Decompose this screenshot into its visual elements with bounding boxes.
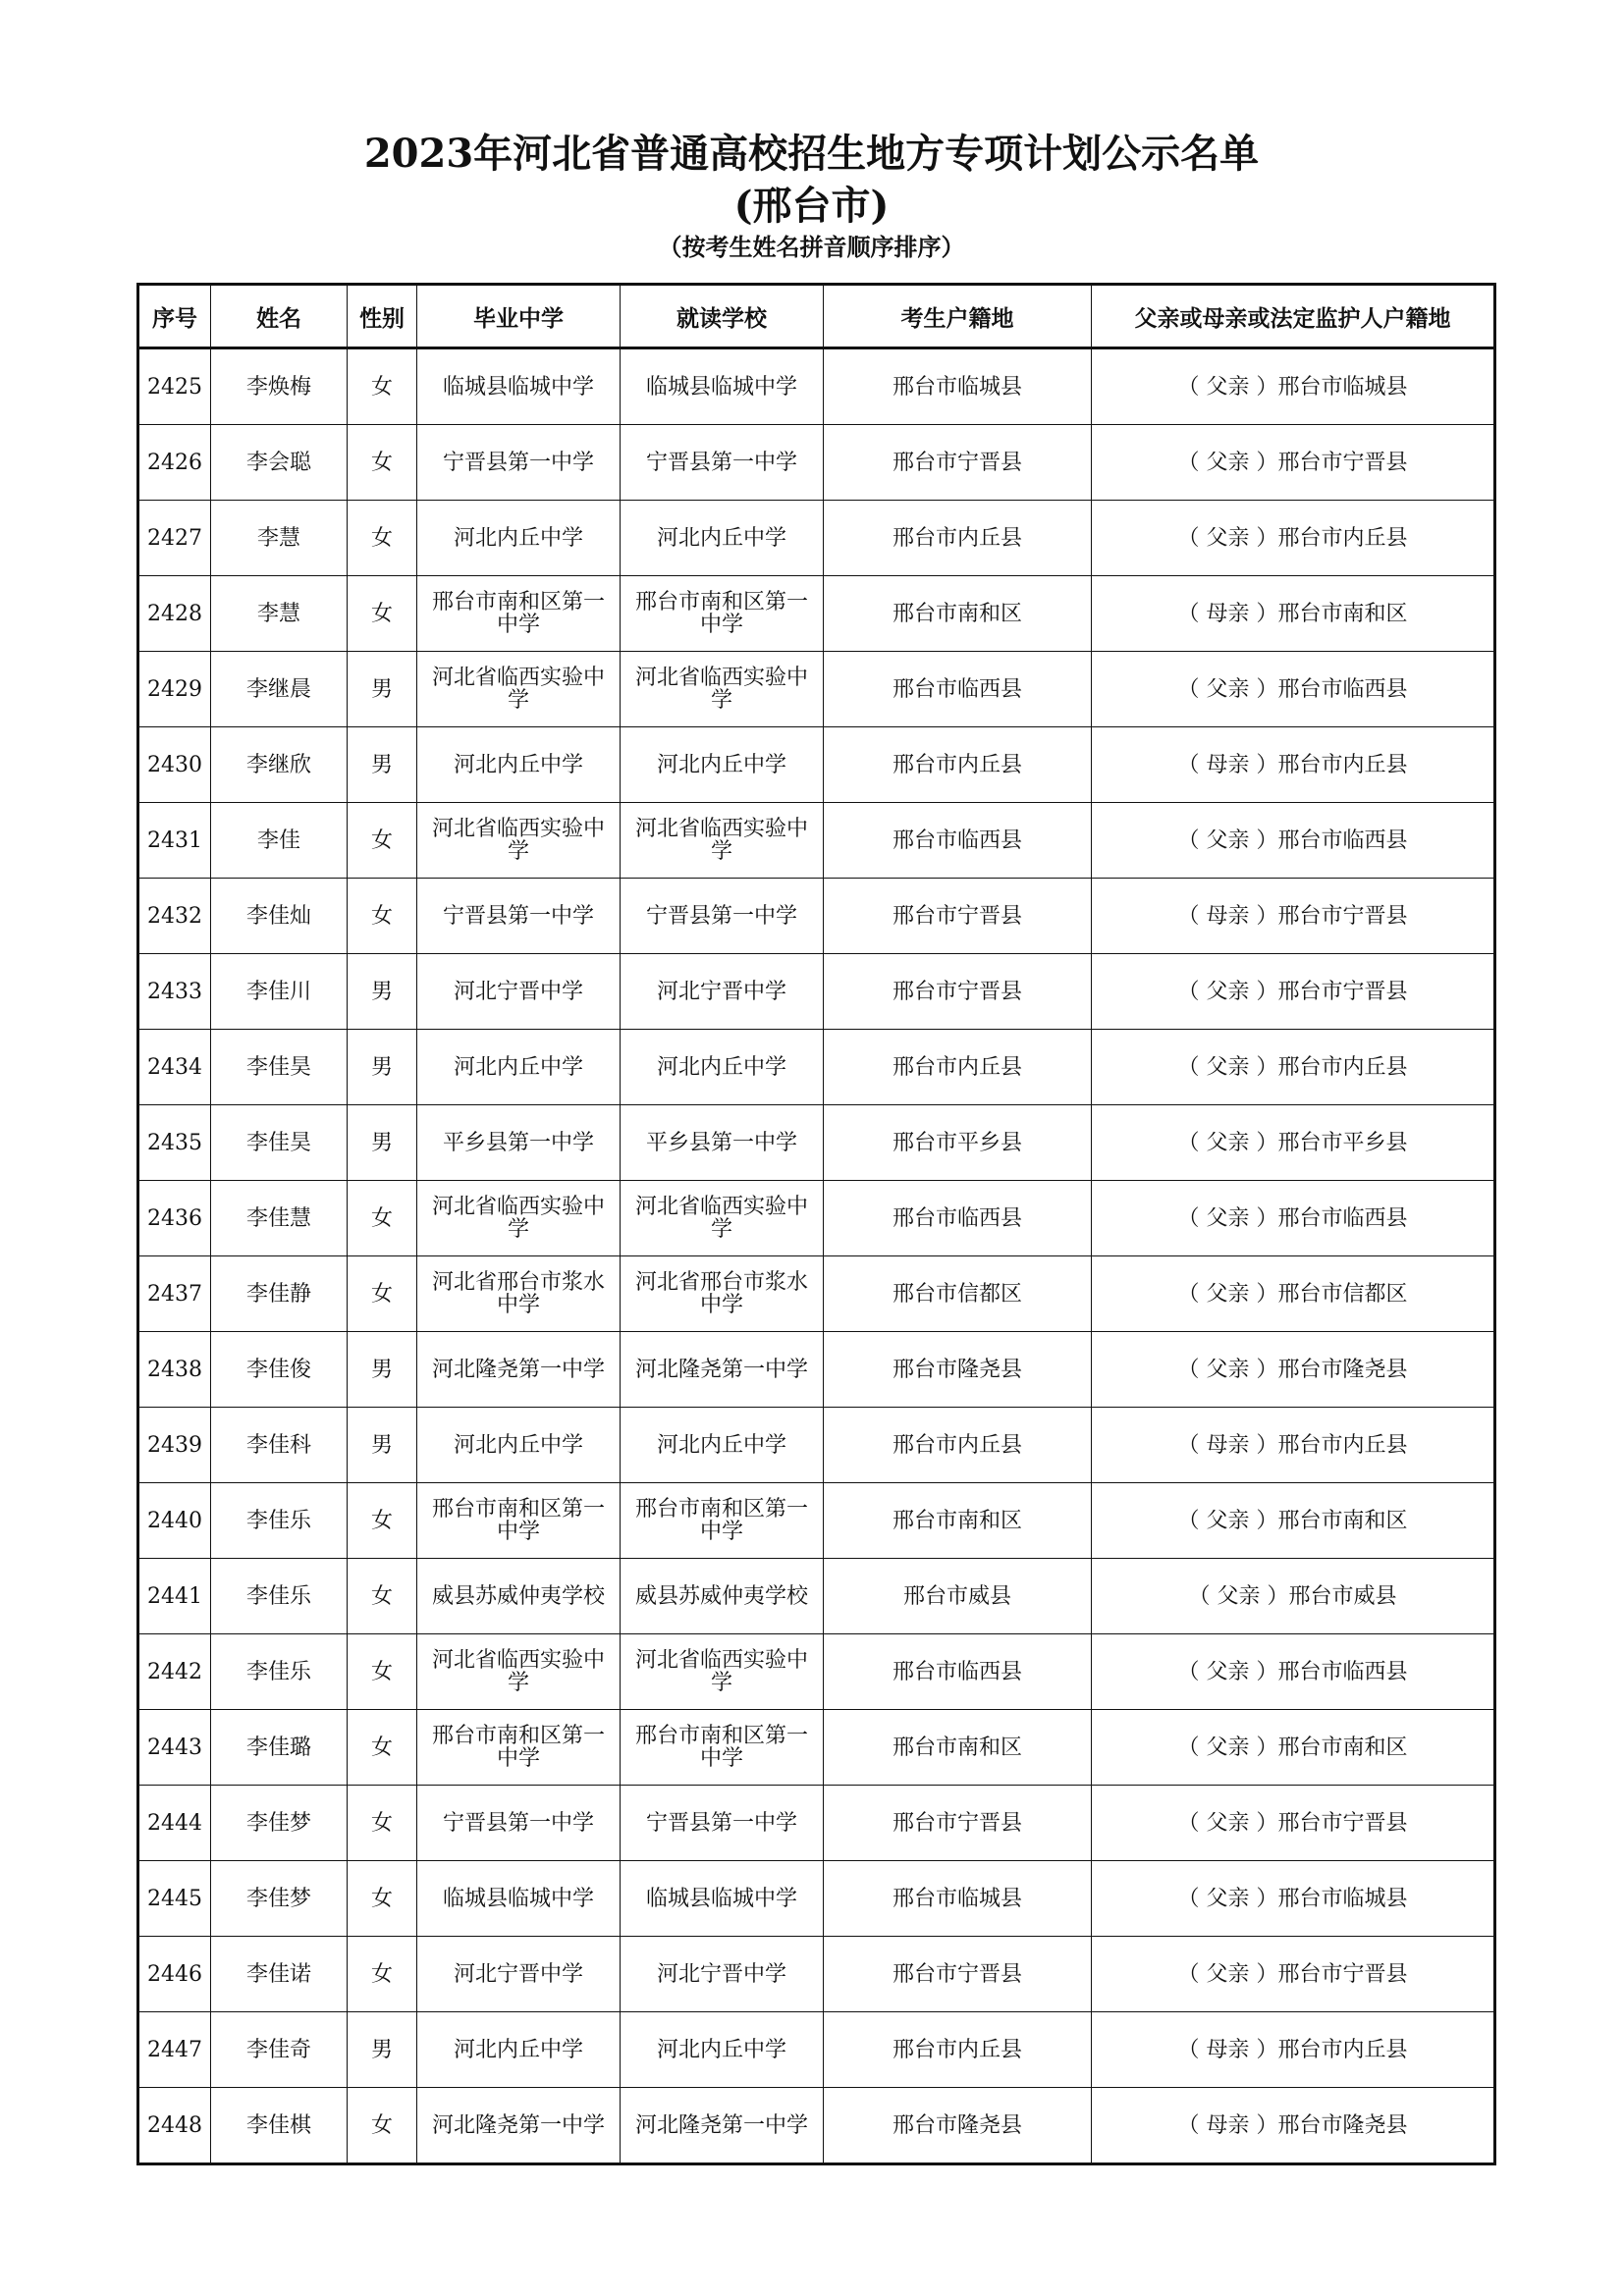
cell-name: 李佳俊 bbox=[211, 1332, 348, 1408]
cell-seq: 2443 bbox=[138, 1710, 211, 1786]
cell-guardian-registration: （ 父亲 ）邢台市隆尧县 bbox=[1092, 1332, 1495, 1408]
cell-name: 李慧 bbox=[211, 576, 348, 652]
cell-guardian-registration: （ 父亲 ）邢台市临西县 bbox=[1092, 803, 1495, 879]
cell-household-registration: 邢台市内丘县 bbox=[824, 2012, 1092, 2088]
school-name-text: 河北省临西实验中学 bbox=[431, 817, 605, 864]
cell-seq: 2427 bbox=[138, 501, 211, 576]
cell-household-registration: 邢台市临西县 bbox=[824, 652, 1092, 727]
cell-gender: 女 bbox=[348, 1710, 417, 1786]
school-name-text: 河北省邢台市浆水中学 bbox=[634, 1270, 808, 1317]
cell-name: 李佳棋 bbox=[211, 2088, 348, 2164]
cell-household-registration: 邢台市临西县 bbox=[824, 803, 1092, 879]
cell-graduation-school bbox=[417, 501, 621, 576]
cell-seq: 2433 bbox=[138, 954, 211, 1030]
cell-household-registration: 邢台市内丘县 bbox=[824, 1408, 1092, 1483]
school-name-text: 河北内丘中学 bbox=[656, 1432, 786, 1458]
table-row bbox=[138, 652, 1495, 727]
cell-gender: 女 bbox=[348, 1786, 417, 1861]
cell-seq: 2438 bbox=[138, 1332, 211, 1408]
school-name-text: 邢台市南和区第一中学 bbox=[431, 1724, 605, 1771]
cell-household-registration: 邢台市宁晋县 bbox=[824, 1786, 1092, 1861]
table-row bbox=[138, 727, 1495, 803]
cell-current-school bbox=[621, 1710, 824, 1786]
cell-name: 李佳奇 bbox=[211, 2012, 348, 2088]
cell-gender: 男 bbox=[348, 1332, 417, 1408]
cell-current-school bbox=[621, 1408, 824, 1483]
cell-graduation-school bbox=[417, 727, 621, 803]
document-title: 2023年河北省普通高校招生地方专项计划公示名单 bbox=[363, 131, 1260, 177]
cell-seq: 2437 bbox=[138, 1256, 211, 1332]
table-row bbox=[138, 1937, 1495, 2012]
cell-current-school bbox=[621, 1256, 824, 1332]
table-row bbox=[138, 954, 1495, 1030]
cell-seq: 2441 bbox=[138, 1559, 211, 1634]
table-row bbox=[138, 1256, 1495, 1332]
cell-current-school bbox=[621, 576, 824, 652]
cell-household-registration: 邢台市平乡县 bbox=[824, 1105, 1092, 1181]
cell-name: 李佳梦 bbox=[211, 1786, 348, 1861]
cell-gender: 女 bbox=[348, 425, 417, 501]
cell-current-school bbox=[621, 1937, 824, 2012]
cell-guardian-registration: （ 父亲 ）邢台市宁晋县 bbox=[1092, 1786, 1495, 1861]
table-row bbox=[138, 1634, 1495, 1710]
table-row bbox=[138, 1710, 1495, 1786]
cell-name: 李继晨 bbox=[211, 652, 348, 727]
school-name-text: 河北内丘中学 bbox=[656, 2037, 786, 2062]
cell-graduation-school bbox=[417, 1710, 621, 1786]
cell-graduation-school bbox=[417, 1030, 621, 1105]
cell-name: 李佳昊 bbox=[211, 1030, 348, 1105]
header-row bbox=[138, 285, 1495, 348]
cell-seq: 2426 bbox=[138, 425, 211, 501]
school-name-text: 邢台市南和区第一中学 bbox=[431, 1497, 605, 1544]
school-name-text: 临城县临城中学 bbox=[645, 1886, 797, 1911]
school-name-text: 平乡县第一中学 bbox=[442, 1130, 594, 1155]
cell-current-school bbox=[621, 1105, 824, 1181]
school-name-text: 河北内丘中学 bbox=[656, 1054, 786, 1080]
school-name-text: 河北省临西实验中学 bbox=[634, 666, 808, 713]
cell-current-school bbox=[621, 879, 824, 954]
cell-seq: 2444 bbox=[138, 1786, 211, 1861]
table-row bbox=[138, 803, 1495, 879]
table-row bbox=[138, 501, 1495, 576]
cell-name: 李佳静 bbox=[211, 1256, 348, 1332]
cell-gender: 女 bbox=[348, 1256, 417, 1332]
cell-graduation-school bbox=[417, 1937, 621, 2012]
cell-current-school bbox=[621, 1181, 824, 1256]
school-name-text: 临城县临城中学 bbox=[442, 374, 594, 400]
table-row bbox=[138, 1559, 1495, 1634]
school-name-text: 河北宁晋中学 bbox=[453, 979, 583, 1004]
cell-seq: 2445 bbox=[138, 1861, 211, 1937]
cell-guardian-registration: （ 母亲 ）邢台市内丘县 bbox=[1092, 2012, 1495, 2088]
cell-graduation-school bbox=[417, 1786, 621, 1861]
cell-gender: 女 bbox=[348, 1181, 417, 1256]
school-name-text: 平乡县第一中学 bbox=[645, 1130, 797, 1155]
cell-seq: 2435 bbox=[138, 1105, 211, 1181]
cell-graduation-school bbox=[417, 652, 621, 727]
school-name-text: 河北省临西实验中学 bbox=[634, 817, 808, 864]
school-name-text: 邢台市南和区第一中学 bbox=[431, 590, 605, 637]
cell-gender: 女 bbox=[348, 576, 417, 652]
cell-seq: 2446 bbox=[138, 1937, 211, 2012]
cell-current-school bbox=[621, 1861, 824, 1937]
cell-graduation-school bbox=[417, 348, 621, 425]
cell-graduation-school bbox=[417, 1634, 621, 1710]
school-name-text: 河北内丘中学 bbox=[453, 2037, 583, 2062]
cell-household-registration: 邢台市南和区 bbox=[824, 1483, 1092, 1559]
school-name-text: 威县苏威仲夷学校 bbox=[431, 1583, 605, 1609]
cell-guardian-registration: （ 父亲 ）邢台市临城县 bbox=[1092, 348, 1495, 425]
school-name-text: 河北省邢台市浆水中学 bbox=[431, 1270, 605, 1317]
cell-current-school bbox=[621, 2012, 824, 2088]
cell-graduation-school bbox=[417, 803, 621, 879]
admission-roster-table bbox=[136, 283, 1496, 2165]
cell-seq: 2429 bbox=[138, 652, 211, 727]
cell-gender: 女 bbox=[348, 501, 417, 576]
cell-graduation-school bbox=[417, 1105, 621, 1181]
cell-guardian-registration: （ 父亲 ）邢台市内丘县 bbox=[1092, 1030, 1495, 1105]
table-row bbox=[138, 1105, 1495, 1181]
school-name-text: 河北隆尧第一中学 bbox=[634, 2112, 808, 2138]
cell-name: 李佳灿 bbox=[211, 879, 348, 954]
cell-gender: 男 bbox=[348, 1408, 417, 1483]
document-city: (邢台市) bbox=[733, 183, 890, 229]
cell-household-registration: 邢台市隆尧县 bbox=[824, 1332, 1092, 1408]
school-name-text: 临城县临城中学 bbox=[645, 374, 797, 400]
table-row bbox=[138, 576, 1495, 652]
cell-gender: 女 bbox=[348, 2088, 417, 2164]
cell-graduation-school bbox=[417, 1861, 621, 1937]
school-name-text: 临城县临城中学 bbox=[442, 1886, 594, 1911]
cell-guardian-registration: （ 父亲 ）邢台市临西县 bbox=[1092, 1181, 1495, 1256]
cell-graduation-school bbox=[417, 1332, 621, 1408]
school-name-text: 河北省临西实验中学 bbox=[634, 1648, 808, 1695]
cell-guardian-registration: （ 父亲 ）邢台市南和区 bbox=[1092, 1483, 1495, 1559]
cell-name: 李佳乐 bbox=[211, 1634, 348, 1710]
cell-guardian-registration: （ 父亲 ）邢台市宁晋县 bbox=[1092, 1937, 1495, 2012]
table-row bbox=[138, 2088, 1495, 2164]
cell-gender: 男 bbox=[348, 727, 417, 803]
cell-gender: 男 bbox=[348, 652, 417, 727]
school-name-text: 河北宁晋中学 bbox=[656, 1961, 786, 1987]
header-household-registration: 考生户籍地 bbox=[824, 285, 1092, 348]
school-name-text: 河北内丘中学 bbox=[453, 1432, 583, 1458]
header-graduation-school: 毕业中学 bbox=[417, 285, 621, 348]
cell-household-registration: 邢台市宁晋县 bbox=[824, 425, 1092, 501]
cell-household-registration: 邢台市南和区 bbox=[824, 576, 1092, 652]
cell-guardian-registration: （ 父亲 ）邢台市临城县 bbox=[1092, 1861, 1495, 1937]
cell-guardian-registration: （ 父亲 ）邢台市宁晋县 bbox=[1092, 954, 1495, 1030]
cell-gender: 女 bbox=[348, 1634, 417, 1710]
cell-graduation-school bbox=[417, 1408, 621, 1483]
cell-seq: 2425 bbox=[138, 348, 211, 425]
cell-seq: 2436 bbox=[138, 1181, 211, 1256]
cell-current-school bbox=[621, 2088, 824, 2164]
school-name-text: 河北内丘中学 bbox=[656, 525, 786, 551]
cell-current-school bbox=[621, 1786, 824, 1861]
cell-seq: 2430 bbox=[138, 727, 211, 803]
cell-current-school bbox=[621, 727, 824, 803]
cell-name: 李佳诺 bbox=[211, 1937, 348, 2012]
cell-guardian-registration: （ 父亲 ）邢台市信都区 bbox=[1092, 1256, 1495, 1332]
school-name-text: 宁晋县第一中学 bbox=[645, 1810, 797, 1836]
school-name-text: 河北隆尧第一中学 bbox=[634, 1357, 808, 1382]
school-name-text: 宁晋县第一中学 bbox=[442, 903, 594, 929]
cell-graduation-school bbox=[417, 2088, 621, 2164]
cell-name: 李佳慧 bbox=[211, 1181, 348, 1256]
cell-guardian-registration: （ 母亲 ）邢台市内丘县 bbox=[1092, 1408, 1495, 1483]
header-gender: 性别 bbox=[348, 285, 417, 348]
cell-graduation-school bbox=[417, 1483, 621, 1559]
cell-current-school bbox=[621, 348, 824, 425]
cell-household-registration: 邢台市临城县 bbox=[824, 348, 1092, 425]
cell-seq: 2428 bbox=[138, 576, 211, 652]
cell-current-school bbox=[621, 1483, 824, 1559]
cell-gender: 女 bbox=[348, 1861, 417, 1937]
table-row bbox=[138, 2012, 1495, 2088]
cell-seq: 2432 bbox=[138, 879, 211, 954]
cell-graduation-school bbox=[417, 954, 621, 1030]
cell-guardian-registration: （ 父亲 ）邢台市南和区 bbox=[1092, 1710, 1495, 1786]
cell-graduation-school bbox=[417, 1559, 621, 1634]
table-row bbox=[138, 348, 1495, 425]
cell-guardian-registration: （ 母亲 ）邢台市内丘县 bbox=[1092, 727, 1495, 803]
cell-name: 李佳璐 bbox=[211, 1710, 348, 1786]
school-name-text: 河北内丘中学 bbox=[656, 752, 786, 777]
school-name-text: 宁晋县第一中学 bbox=[645, 450, 797, 475]
cell-seq: 2447 bbox=[138, 2012, 211, 2088]
cell-household-registration: 邢台市宁晋县 bbox=[824, 879, 1092, 954]
header-name: 姓名 bbox=[211, 285, 348, 348]
cell-household-registration: 邢台市宁晋县 bbox=[824, 1937, 1092, 2012]
school-name-text: 河北内丘中学 bbox=[453, 752, 583, 777]
cell-name: 李会聪 bbox=[211, 425, 348, 501]
school-name-text: 宁晋县第一中学 bbox=[645, 903, 797, 929]
school-name-text: 河北省临西实验中学 bbox=[634, 1195, 808, 1242]
table-row bbox=[138, 425, 1495, 501]
school-name-text: 邢台市南和区第一中学 bbox=[634, 590, 808, 637]
school-name-text: 河北省临西实验中学 bbox=[431, 666, 605, 713]
cell-current-school bbox=[621, 803, 824, 879]
cell-gender: 男 bbox=[348, 954, 417, 1030]
cell-name: 李佳 bbox=[211, 803, 348, 879]
table-row bbox=[138, 1483, 1495, 1559]
cell-guardian-registration: （ 父亲 ）邢台市临西县 bbox=[1092, 1634, 1495, 1710]
cell-current-school bbox=[621, 652, 824, 727]
table-header bbox=[138, 285, 1495, 348]
cell-name: 李焕梅 bbox=[211, 348, 348, 425]
cell-current-school bbox=[621, 1559, 824, 1634]
cell-name: 李继欣 bbox=[211, 727, 348, 803]
cell-gender: 女 bbox=[348, 1559, 417, 1634]
cell-guardian-registration: （ 父亲 ）邢台市临西县 bbox=[1092, 652, 1495, 727]
cell-current-school bbox=[621, 1634, 824, 1710]
cell-guardian-registration: （ 父亲 ）邢台市威县 bbox=[1092, 1559, 1495, 1634]
table-body bbox=[138, 348, 1495, 2164]
school-name-text: 河北内丘中学 bbox=[453, 525, 583, 551]
cell-seq: 2439 bbox=[138, 1408, 211, 1483]
school-name-text: 河北宁晋中学 bbox=[453, 1961, 583, 1987]
school-name-text: 威县苏威仲夷学校 bbox=[634, 1583, 808, 1609]
school-name-text: 宁晋县第一中学 bbox=[442, 1810, 594, 1836]
cell-gender: 男 bbox=[348, 2012, 417, 2088]
cell-seq: 2440 bbox=[138, 1483, 211, 1559]
cell-current-school bbox=[621, 1030, 824, 1105]
table-row bbox=[138, 1861, 1495, 1937]
cell-name: 李佳乐 bbox=[211, 1483, 348, 1559]
school-name-text: 河北隆尧第一中学 bbox=[431, 2112, 605, 2138]
school-name-text: 河北宁晋中学 bbox=[656, 979, 786, 1004]
table-row bbox=[138, 1332, 1495, 1408]
cell-household-registration: 邢台市内丘县 bbox=[824, 727, 1092, 803]
cell-household-registration: 邢台市南和区 bbox=[824, 1710, 1092, 1786]
cell-name: 李慧 bbox=[211, 501, 348, 576]
cell-graduation-school bbox=[417, 576, 621, 652]
cell-household-registration: 邢台市隆尧县 bbox=[824, 2088, 1092, 2164]
school-name-text: 邢台市南和区第一中学 bbox=[634, 1724, 808, 1771]
cell-current-school bbox=[621, 1332, 824, 1408]
cell-graduation-school bbox=[417, 1181, 621, 1256]
cell-graduation-school bbox=[417, 425, 621, 501]
table-row bbox=[138, 879, 1495, 954]
cell-guardian-registration: （ 父亲 ）邢台市平乡县 bbox=[1092, 1105, 1495, 1181]
table-row bbox=[138, 1408, 1495, 1483]
cell-seq: 2434 bbox=[138, 1030, 211, 1105]
sort-order-note: （按考生姓名拼音顺序排序） bbox=[658, 233, 965, 261]
school-name-text: 河北省临西实验中学 bbox=[431, 1648, 605, 1695]
cell-gender: 女 bbox=[348, 1483, 417, 1559]
cell-household-registration: 邢台市临西县 bbox=[824, 1181, 1092, 1256]
table-row bbox=[138, 1030, 1495, 1105]
table-row bbox=[138, 1181, 1495, 1256]
table-row bbox=[138, 1786, 1495, 1861]
cell-name: 李佳梦 bbox=[211, 1861, 348, 1937]
school-name-text: 河北内丘中学 bbox=[453, 1054, 583, 1080]
cell-name: 李佳昊 bbox=[211, 1105, 348, 1181]
cell-seq: 2442 bbox=[138, 1634, 211, 1710]
header-guardian-registration: 父亲或母亲或法定监护人户籍地 bbox=[1092, 285, 1495, 348]
header-seq: 序号 bbox=[138, 285, 211, 348]
header-current-school: 就读学校 bbox=[621, 285, 824, 348]
cell-guardian-registration: （ 母亲 ）邢台市南和区 bbox=[1092, 576, 1495, 652]
cell-household-registration: 邢台市威县 bbox=[824, 1559, 1092, 1634]
cell-gender: 女 bbox=[348, 348, 417, 425]
cell-name: 李佳乐 bbox=[211, 1559, 348, 1634]
school-name-text: 河北隆尧第一中学 bbox=[431, 1357, 605, 1382]
school-name-text: 宁晋县第一中学 bbox=[442, 450, 594, 475]
cell-gender: 男 bbox=[348, 1030, 417, 1105]
cell-current-school bbox=[621, 425, 824, 501]
cell-household-registration: 邢台市内丘县 bbox=[824, 1030, 1092, 1105]
cell-current-school bbox=[621, 501, 824, 576]
cell-household-registration: 邢台市临西县 bbox=[824, 1634, 1092, 1710]
cell-gender: 女 bbox=[348, 1937, 417, 2012]
cell-guardian-registration: （ 父亲 ）邢台市内丘县 bbox=[1092, 501, 1495, 576]
cell-seq: 2448 bbox=[138, 2088, 211, 2164]
cell-name: 李佳科 bbox=[211, 1408, 348, 1483]
cell-household-registration: 邢台市宁晋县 bbox=[824, 954, 1092, 1030]
cell-graduation-school bbox=[417, 1256, 621, 1332]
cell-graduation-school bbox=[417, 2012, 621, 2088]
cell-current-school bbox=[621, 954, 824, 1030]
cell-graduation-school bbox=[417, 879, 621, 954]
cell-name: 李佳川 bbox=[211, 954, 348, 1030]
cell-household-registration: 邢台市内丘县 bbox=[824, 501, 1092, 576]
cell-gender: 女 bbox=[348, 879, 417, 954]
cell-gender: 男 bbox=[348, 1105, 417, 1181]
cell-gender: 女 bbox=[348, 803, 417, 879]
cell-household-registration: 邢台市临城县 bbox=[824, 1861, 1092, 1937]
cell-guardian-registration: （ 母亲 ）邢台市隆尧县 bbox=[1092, 2088, 1495, 2164]
cell-guardian-registration: （ 父亲 ）邢台市宁晋县 bbox=[1092, 425, 1495, 501]
cell-seq: 2431 bbox=[138, 803, 211, 879]
school-name-text: 河北省临西实验中学 bbox=[431, 1195, 605, 1242]
cell-guardian-registration: （ 母亲 ）邢台市宁晋县 bbox=[1092, 879, 1495, 954]
cell-household-registration: 邢台市信都区 bbox=[824, 1256, 1092, 1332]
school-name-text: 邢台市南和区第一中学 bbox=[634, 1497, 808, 1544]
